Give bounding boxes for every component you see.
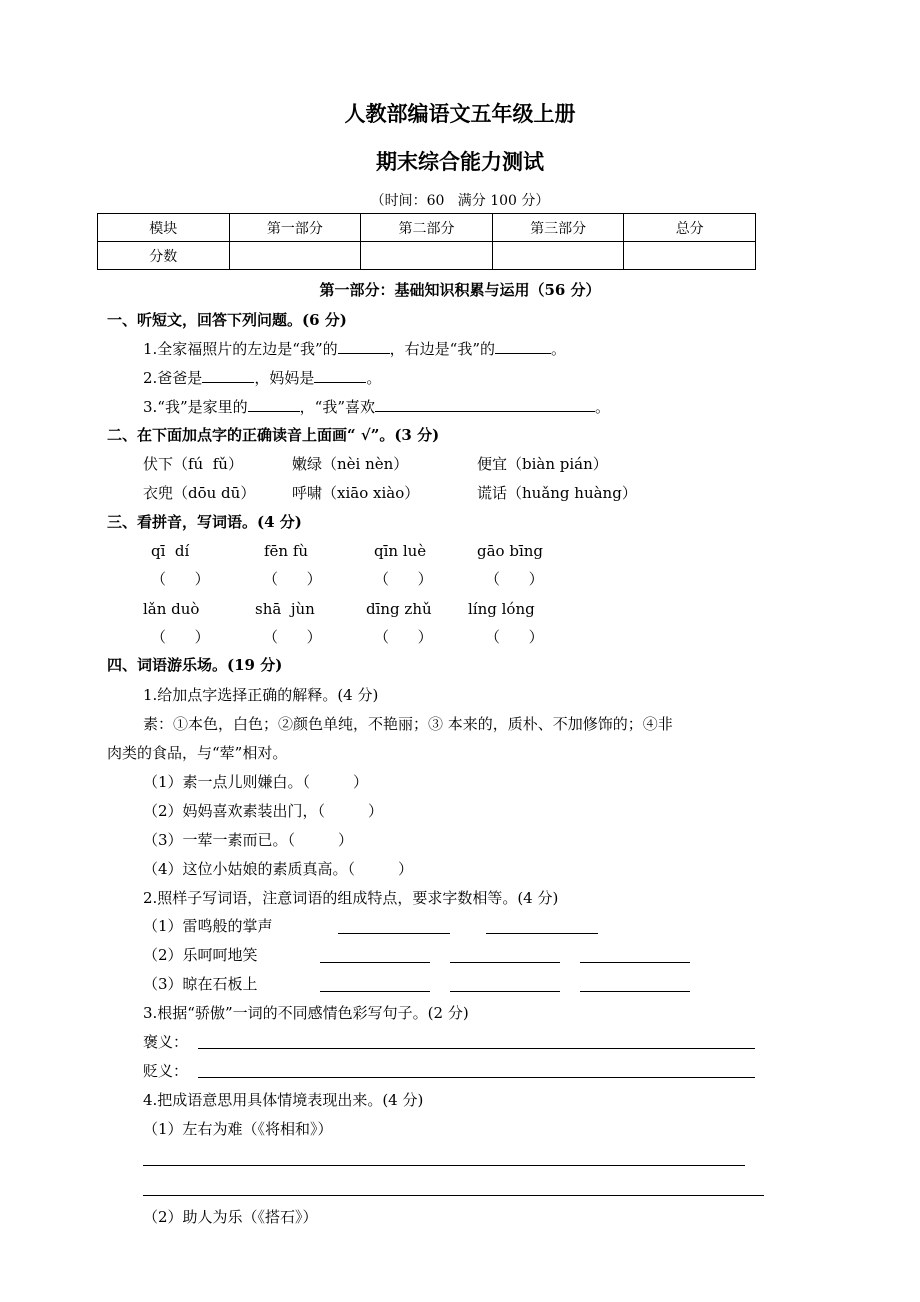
pinyin-label: gāo bīng bbox=[477, 542, 544, 560]
praise-label: 褒义： bbox=[143, 1033, 189, 1051]
pinyin-label: shā jùn bbox=[255, 600, 315, 618]
answer-parens[interactable]: （ ） bbox=[151, 570, 210, 588]
answer-parens[interactable]: （ ） bbox=[263, 570, 322, 588]
answer-parens[interactable]: （ ） bbox=[374, 570, 433, 588]
example-item: （2）乐呵呵地笑 bbox=[143, 946, 258, 964]
derogatory-label: 贬义： bbox=[143, 1062, 189, 1080]
text: 。 bbox=[366, 369, 382, 387]
pinyin-label: fēn fù bbox=[264, 542, 309, 560]
text: 。 bbox=[551, 340, 567, 358]
text: 1.全家福照片的左边是“我”的 bbox=[143, 340, 338, 358]
score-table bbox=[97, 213, 756, 270]
q4-heading: 四、词语游乐场。(19 分) bbox=[107, 656, 283, 674]
q4-sub4: 4.把成语意思用具体情境表现出来。(4 分) bbox=[143, 1091, 424, 1109]
pinyin-choice[interactable]: 伏下（fú fǔ） bbox=[143, 455, 243, 473]
score-table-header-row bbox=[98, 214, 756, 242]
answer-parens[interactable]: （ ） bbox=[151, 628, 210, 646]
q3-heading: 三、看拼音，写词语。(4 分) bbox=[107, 513, 302, 531]
answer-line[interactable] bbox=[320, 991, 430, 992]
answer-parens[interactable]: （ ） bbox=[263, 628, 322, 646]
sentence-item[interactable]: （4）这位小姑娘的素质真高。（ ） bbox=[143, 860, 413, 878]
text: 2.爸爸是 bbox=[143, 369, 203, 387]
answer-line[interactable] bbox=[320, 962, 430, 963]
pinyin-label: qīn luè bbox=[374, 542, 427, 560]
page-subtitle: 期末综合能力测试 bbox=[376, 149, 544, 174]
text: 3.“我”是家里的 bbox=[143, 398, 248, 416]
answer-blank[interactable] bbox=[495, 339, 551, 354]
example-item: （3）晾在石板上 bbox=[143, 975, 258, 993]
answer-line[interactable] bbox=[580, 962, 690, 963]
pinyin-choice[interactable]: 便宜（biàn pián） bbox=[477, 455, 608, 473]
answer-line[interactable] bbox=[198, 1077, 755, 1078]
pinyin-choice[interactable]: 呼啸（xiāo xiào） bbox=[292, 484, 420, 502]
score-cell[interactable] bbox=[624, 242, 756, 270]
answer-line[interactable] bbox=[338, 933, 450, 934]
q2-heading: 二、在下面加点字的正确读音上面画“ √”。(3 分) bbox=[107, 426, 440, 444]
table-header-cell: 模块 bbox=[98, 214, 230, 242]
answer-parens[interactable]: （ ） bbox=[485, 570, 544, 588]
sentence-item[interactable]: （3）一荤一素而已。（ ） bbox=[143, 831, 353, 849]
pinyin-choice[interactable]: 衣兜（dōu dū） bbox=[143, 484, 256, 502]
answer-parens[interactable]: （ ） bbox=[485, 628, 544, 646]
answer-blank[interactable] bbox=[338, 339, 390, 354]
text: ，“我”喜欢 bbox=[299, 398, 375, 416]
answer-blank[interactable] bbox=[248, 397, 300, 412]
score-cell[interactable] bbox=[361, 242, 493, 270]
q4-sub2: 2.照样子写词语，注意词语的组成特点，要求字数相等。(4 分) bbox=[143, 889, 559, 907]
idiom-item: （1）左右为难（《将相和》） bbox=[143, 1120, 333, 1138]
answer-blank[interactable] bbox=[202, 368, 254, 383]
text: ，妈妈是 bbox=[254, 369, 315, 387]
text: ，右边是“我”的 bbox=[389, 340, 495, 358]
answer-line[interactable] bbox=[143, 1195, 764, 1196]
pinyin-label: qī dí bbox=[151, 542, 190, 560]
answer-blank[interactable] bbox=[314, 368, 366, 383]
pinyin-label: lǎn duò bbox=[143, 600, 200, 618]
table-header-cell: 第三部分 bbox=[492, 214, 624, 242]
example-item: （1）雷鸣般的掌声 bbox=[143, 917, 273, 935]
answer-parens[interactable]: （ ） bbox=[374, 628, 433, 646]
definition-line: 素：①本色，白色；②颜色单纯，不艳丽；③ 本来的，质朴、不加修饰的；④非 bbox=[143, 715, 673, 733]
sentence-item[interactable]: （1）素一点儿则嫌白。（ ） bbox=[143, 773, 368, 791]
q1-line1 bbox=[143, 338, 566, 359]
score-table-row bbox=[98, 242, 756, 270]
answer-blank[interactable] bbox=[375, 397, 595, 412]
answer-line[interactable] bbox=[486, 933, 598, 934]
answer-line[interactable] bbox=[580, 991, 690, 992]
table-header-cell: 第二部分 bbox=[361, 214, 493, 242]
time-info: （时间：60 满分 100 分） bbox=[370, 193, 550, 209]
answer-line[interactable] bbox=[450, 962, 560, 963]
q4-sub3: 3.根据“骄傲”一词的不同感情色彩写句子。(2 分) bbox=[143, 1004, 469, 1022]
q4-sub1: 1.给加点字选择正确的解释。(4 分) bbox=[143, 686, 379, 704]
answer-line[interactable] bbox=[198, 1048, 755, 1049]
q1-line3 bbox=[143, 396, 610, 417]
text: 。 bbox=[595, 398, 611, 416]
part1-title: 第一部分：基础知识积累与运用（56 分） bbox=[319, 281, 601, 299]
answer-line[interactable] bbox=[143, 1165, 745, 1166]
q1-heading: 一、听短文，回答下列问题。(6 分) bbox=[107, 311, 347, 329]
idiom-item: （2）助人为乐（《搭石》） bbox=[143, 1208, 318, 1226]
score-row-label: 分数 bbox=[98, 242, 230, 270]
pinyin-label: líng lóng bbox=[468, 600, 535, 618]
score-cell[interactable] bbox=[229, 242, 361, 270]
q1-line2 bbox=[143, 367, 381, 388]
score-cell[interactable] bbox=[492, 242, 624, 270]
pinyin-choice[interactable]: 嫩绿（nèi nèn） bbox=[292, 455, 409, 473]
page-title: 人教部编语文五年级上册 bbox=[344, 101, 576, 126]
table-header-cell: 总分 bbox=[624, 214, 756, 242]
table-header-cell: 第一部分 bbox=[229, 214, 361, 242]
pinyin-label: dīng zhǔ bbox=[366, 600, 432, 618]
answer-line[interactable] bbox=[450, 991, 560, 992]
sentence-item[interactable]: （2）妈妈喜欢素装出门，（ ） bbox=[143, 802, 383, 820]
definition-line: 肉类的食品，与“荤”相对。 bbox=[107, 744, 288, 762]
pinyin-choice[interactable]: 谎话（huǎng huàng） bbox=[477, 484, 637, 502]
